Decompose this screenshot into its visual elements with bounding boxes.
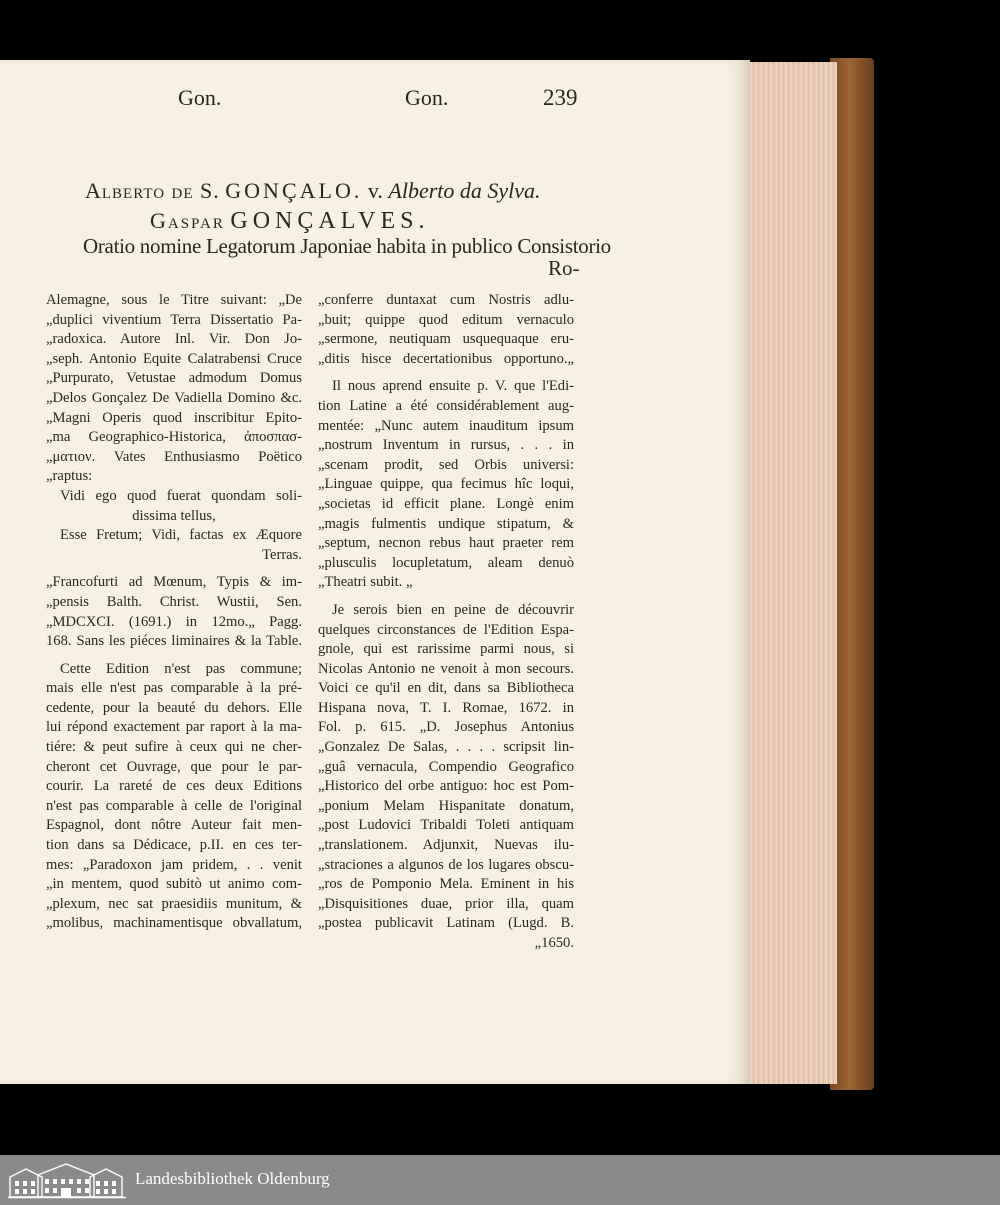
text-line: Je serois bien en peine de découvrir: [332, 601, 574, 618]
text-line: Voici ce qu'il en dit, dans sa Bibliotheca: [318, 680, 574, 697]
text-line: „seph. Antonio Equite Calatrabensi Cruce: [46, 350, 302, 367]
text-line: „ma Geographico-Historica, ἀποσπασ-: [46, 429, 302, 446]
text-line: Alemagne, sous le Titre suivant: „De: [46, 292, 302, 308]
text-line: „Disquisitiones duae, prior illa, quam: [318, 895, 574, 912]
text-line: lui répond exactement par raport à la ma-: [46, 719, 302, 736]
text-line: „guâ vernacula, Compendio Geografico: [318, 758, 574, 775]
text-line: „conferre duntaxat cum Nostris adlu-: [318, 292, 574, 308]
text-line: quelques circonstances de l'Edition Espa-: [318, 621, 574, 638]
running-head-center: Gon.: [405, 85, 449, 110]
text-line: „scenam prodit, sed Orbis universi:: [318, 456, 574, 473]
text-line: Il nous aprend ensuite p. V. que l'Edi-: [332, 378, 574, 395]
text-line: cheront cet Ouvrage, que pour le par-: [46, 758, 302, 775]
text-line: Fol. p. 615. „D. Josephus Antonius: [318, 719, 574, 736]
text-line: n'est pas comparable à celle de l'original: [46, 797, 302, 814]
text-line: „Gonzalez De Salas, . . . . scripsit lin-: [318, 739, 574, 756]
text-line: „molibus, machinamentisque obvallatum,: [46, 915, 302, 932]
text-line: „ματιον. Vates Enthusiasmo Poëtico: [46, 448, 302, 465]
text-line: „Theatri subit. „: [318, 574, 413, 591]
running-head: [0, 85, 750, 125]
text-line: „post Ludovici Tribaldi Toleti antiquam: [318, 817, 574, 834]
text-line: „in mentem, quod subitò ut animo com-: [46, 876, 302, 893]
text-line: „pensis Balth. Christ. Wustii, Sen.: [46, 593, 302, 610]
text-line: „Linguae quippe, qua fecimus hîc loqui,: [318, 476, 574, 493]
text-line: „ditis hisce decertationibus opportuno.„: [318, 350, 574, 367]
text-line: „straciones a algunos de los lugares obscu-: [318, 856, 574, 873]
entry-heading-gaspar: [150, 208, 430, 235]
heading1-surname: GONÇALO.: [225, 178, 363, 203]
text-line: „Francofurti ad Mœnum, Typis & im-: [46, 574, 302, 591]
text-line: Cette Edition n'est pas commune;: [60, 660, 302, 677]
text-line: „septum, necnon rebus haut praeter rem: [318, 535, 574, 552]
text-line: Espagnol, dont nôtre Auteur fait men-: [46, 817, 302, 834]
text-line: courir. La rareté de ces deux Editions: [46, 778, 302, 795]
text-line: „postea publicavit Latinam (Lugd. B.: [318, 915, 574, 932]
text-line: gnole, qui est rarissime parmi nous, si: [318, 641, 574, 658]
text-line: tiére: & peut sufire à ceux qui ne cher-: [46, 739, 302, 756]
work-title-continuation: Ro-: [548, 256, 580, 280]
text-line: „plexum, nec sat praesidiis munitum, &: [46, 895, 302, 912]
text-line: „ros de Pomponio Mela. Eminent in his: [318, 876, 574, 893]
text-line: tion dans sa Dédicace, p.II. en ces ter-: [46, 837, 302, 854]
running-head-left: Gon.: [178, 85, 222, 110]
text-line: mes: „Paradoxon jam pridem, . . venit: [46, 856, 302, 873]
text-line: tion Latine a été considérablement aug-: [318, 397, 574, 414]
entry-heading-alberto: [85, 178, 541, 204]
heading2-surname: GONÇALVES.: [230, 208, 430, 234]
heading1-see: v.: [367, 178, 383, 203]
text-line: „magis fulmentis undique stipatum, &: [318, 515, 574, 532]
verse-line: dissima tellus,: [132, 507, 216, 524]
work-title: Oratio nomine Legatorum Japoniae habita in publico Consistorio: [83, 234, 611, 258]
text-line: „Magni Operis quod inscribitur Epito-: [46, 409, 302, 426]
verse-line: Vidi ego quod fuerat quondam soli-: [60, 487, 302, 504]
text-line: „MDCXCI. (1691.) in 12mo.„ Pagg.: [46, 613, 302, 630]
text-line: mentée: „Nunc autem inauditum ipsum: [318, 417, 574, 434]
verse-line: Esse Fretum; Vidi, factas ex Æquore: [60, 527, 302, 544]
page-block-edge: [745, 62, 837, 1084]
text-line: Hispana nova, T. I. Romae, 1672. in: [318, 699, 574, 716]
text-line: cedente, pour la beauté du dehors. Elle: [46, 699, 302, 716]
footer-bar: [0, 1155, 1000, 1205]
text-line: mais elle n'est pas comparable à la pré-: [46, 680, 302, 697]
text-line: Nicolas Antonio ne venoit à mon secours.: [318, 660, 574, 677]
text-line: „Delos Gonçalez De Vadiella Domino &c.: [46, 389, 302, 406]
page-number: 239: [543, 85, 578, 110]
text-line: „nostrum Inventum in rursus, . . . in: [318, 437, 574, 454]
text-line: 168. Sans les piéces liminaires & la Table.: [46, 633, 302, 650]
text-line: „duplici viventium Terra Dissertatio Pa-: [46, 311, 302, 328]
text-line: „translationem. Adjunxit, Nuevas ilu-: [318, 837, 574, 854]
text-line: „plusculis locupletatum, aleam denuò: [318, 554, 574, 571]
text-line: „societas id efficit plane. Longè enim: [318, 495, 574, 512]
text-line: „Purpurato, Vetustae admodum Domus: [46, 370, 302, 387]
library-name: Landesbibliothek Oldenburg: [135, 1169, 330, 1188]
heading2-name: Gaspar: [150, 208, 225, 233]
left-column: [46, 291, 302, 934]
text-line: „Historico del orbe antiguo: hoc est Pom-: [318, 778, 574, 795]
text-line: „raptus:: [46, 468, 93, 485]
text-line: „ponium Melam Hispanitate donatum,: [318, 797, 574, 814]
text-line: „sermone, neutiquam usquequaque eru-: [318, 331, 574, 348]
text-line: „radoxica. Autore Inl. Vir. Don Jo-: [46, 331, 302, 348]
library-building-logo-icon: [8, 1161, 126, 1199]
catchword: „1650.: [534, 935, 574, 951]
heading1-reference: Alberto da Sylva.: [388, 178, 541, 203]
text-line: „buit; quippe quod editum vernaculo: [318, 311, 574, 328]
heading1-name: Alberto de S.: [85, 178, 220, 203]
right-column: [318, 291, 574, 954]
verse-line: Terras.: [262, 546, 302, 563]
